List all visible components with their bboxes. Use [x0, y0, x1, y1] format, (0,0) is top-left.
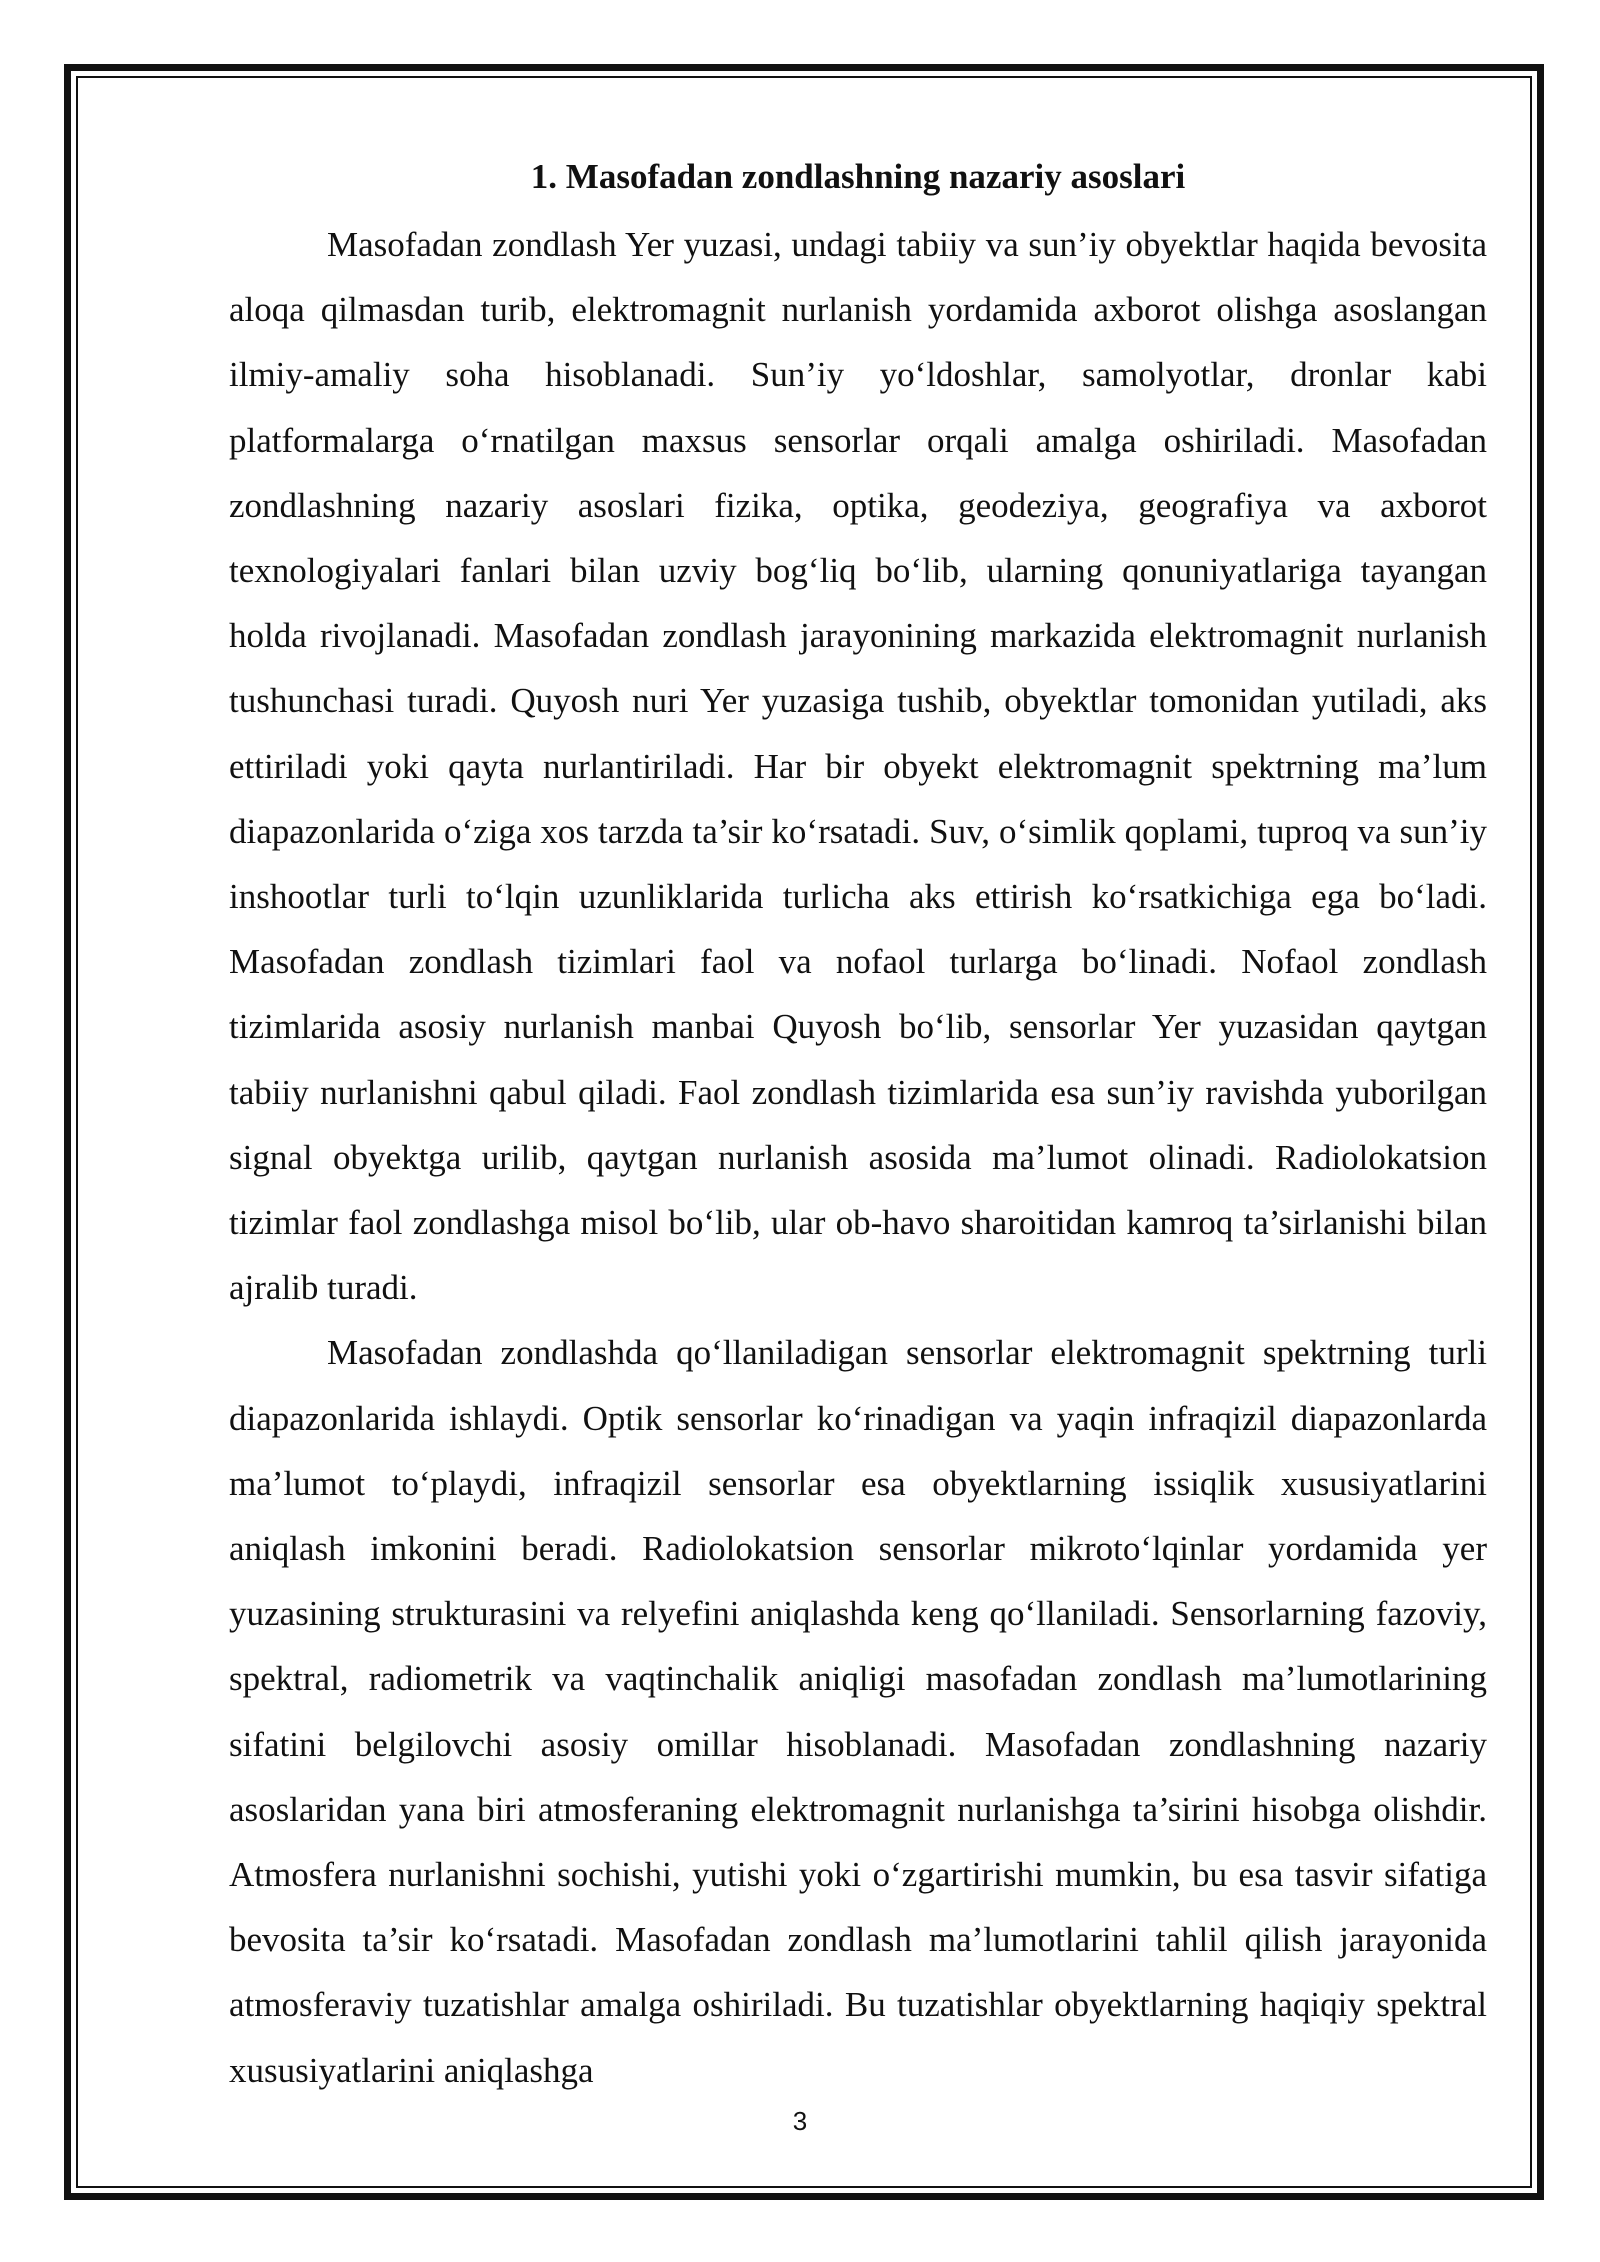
paragraph-2: Masofadan zondlashda qo‘llaniladigan sensorlar elektromagnit spektrning turli diapazonlarida ishlaydi. Optik sensorlar ko‘rinadigan va yaqin infraqizil diapazonlarda ma’lumot to‘playdi, infraqizil sensorlar esa obyektlarning issiqlik xususiyatlarini aniqlash imkonini beradi. Radiolokatsion sensorlar mikroto‘lqinlar yordamida yer yuzasining strukturasini va relyefini aniqlashda keng qo‘llaniladi. Sensorlarning fazoviy, spektral, radiometrik va vaqtinchalik aniqligi masofadan zondlash ma’lumotlarining sifatini belgilovchi asosiy omillar hisoblanadi. Masofadan zondlashning nazariy asoslaridan yana biri atmosferaning elektromagnit nurlanishga ta’sirini hisobga olishdir. Atmosfera nurlanishni sochishi, yutishi yoki o‘zgartirishi mumkin, bu esa tasvir sifatiga bevosita ta’sir ko‘rsatadi. Masofadan zondlash ma’lumotlarini tahlil qilish jarayonida atmosferaviy tuzatishlar amalga oshiriladi. Bu tuzatishlar obyektlarning haqiqiy spektral xususiyatlarini aniqlashga [229, 1333, 1487, 2090]
paragraph-1: Masofadan zondlash Yer yuzasi, undagi tabiiy va sun’iy obyektlar haqida bevosita aloqa qilmasdan turib, elektromagnit nurlanish yordamida axborot olishga asoslangan ilmiy-amaliy soha hisoblanadi. Sun’iy yo‘ldoshlar, samolyotlar, dronlar kabi platformalarga o‘rnatilgan maxsus sensorlar orqali amalga oshiriladi. Masofadan zondlashning nazariy asoslari fizika, optika, geodeziya, geografiya va axborot texnologiyalari fanlari bilan uzviy bog‘liq bo‘lib, ularning qonuniyatlariga tayangan holda rivojlanadi. Masofadan zondlash jarayonining markazida elektromagnit nurlanish tushunchasi turadi. Quyosh nuri Yer yuzasiga tushib, obyektlar tomonidan yutiladi, aks ettiriladi yoki qayta nurlantiriladi. Har bir obyekt elektromagnit spektrning ma’lum diapazonlarida o‘ziga xos tarzda ta’sir ko‘rsatadi. Suv, o‘simlik qoplami, tuproq va sun’iy inshootlar turli to‘lqin uzunliklarida turlicha aks ettirish ko‘rsatkichiga ega bo‘ladi. Masofadan zondlash tizimlari faol va nofaol turlarga bo‘linadi. Nofaol zondlash tizimlarida asosiy nurlanish manbai Quyosh bo‘lib, sensorlar Yer yuzasidan qaytgan tabiiy nurlanishni qabul qiladi. Faol zondlash tizimlarida esa sun’iy ravishda yuborilgan signal obyektga urilib, qaytgan nurlanish asosida ma’lumot olinadi. Radiolokatsion tizimlar faol zondlashga misol bo‘lib, ular ob-havo sharoitidan kamroq ta’sirlanishi bilan ajralib turadi. [229, 225, 1487, 1308]
page-number: 3 [792, 2106, 808, 2136]
section-heading: 1. Masofadan zondlashning nazariy asoslari [530, 157, 1186, 196]
page-content [229, 150, 1487, 2103]
